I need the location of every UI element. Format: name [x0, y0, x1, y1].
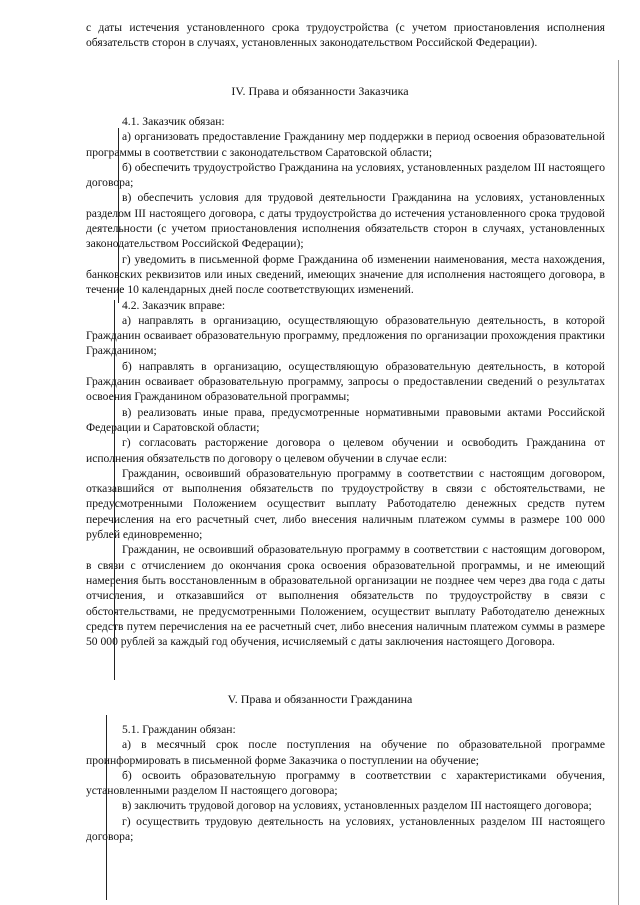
case-graduate: Гражданин, освоивший образовательную программу в соответствии с настоящим договором, отказавшийся от выполнения обязательств по трудоустройству в связи с обстоятельствами, не предусмотренными Положением осуществит выплату Работодателю денежных средств путем перечисления на его расчетный счет, либо внесения наличным платежом суммы в размере 100 000 рублей единовременно;	[86, 466, 605, 542]
clause-4-1-b: б) обеспечить трудоустройство Гражданина на условиях, установленных разделом III настоящего договора;	[86, 160, 605, 190]
clause-4-2: 4.2. Заказчик вправе:	[122, 298, 226, 312]
clause-4-1-a: а) организовать предоставление Гражданину мер поддержки в период освоения образовательной программы в соответствии с законодательством Саратовской области;	[86, 130, 605, 159]
clause-4-1: 4.1. Заказчик обязан:	[122, 115, 225, 128]
clause-4-2-g: г) согласовать расторжение договора о целевом обучении и освободить Гражданина от исполнения обязательств по договору о целевом обучении в случае если:	[86, 436, 605, 465]
clause-4-2-v: в) реализовать иные права, предусмотренные нормативными правовыми актами Российской Федерации и Саратовской области;	[86, 405, 605, 434]
clause-4-1-g: г) уведомить в письменной форме Гражданина об изменении наименования, места нахождения, банковских реквизитов или иных сведений, имеющих значение для исполнения настоящего договора, в течение 10 календарных дней после соответствующих изменений.	[86, 252, 605, 297]
clause-4-2-a: а) направлять в организацию, осуществляющую образовательную деятельность, в которой Гражданин осваивает образовательную программу, предложения по организации прохождения практики Гражданином;	[86, 313, 605, 358]
case-non-graduate: Гражданин, не освоивший образовательную программу в соответствии с настоящим договором, в связи с отчислением до окончания срока освоения образовательной программы, и не имеющий намерения быть восстановленным в образовательной организации не позднее чем через два года с даты отчисления, и отказавшийся от выполнения обязательств по трудоустройству в связи с обстоятельствами, не предусмотренными Положением, осуществит выплату Работодателю денежных средств путем перечисления на ее расчетный счет, либо внесения наличным платежом суммы в размере 50 000 рублей за каждый год обучения, исчисляемый с даты заключения настоящего Договора.	[86, 543, 605, 649]
clause-5-1-v: в) заключить трудовой договор на условиях, установленных разделом III настоящего договора;	[122, 799, 592, 813]
top-paragraph: с даты истечения установленного срока трудоустройства (с учетом приостановления исполнения обязательств сторон в случаях, установленных законодательством Российской Федерации).	[86, 21, 605, 50]
section-5-title: V. Права и обязанности Гражданина	[227, 692, 413, 706]
clause-5-1: 5.1. Гражданин обязан:	[122, 723, 236, 736]
clause-4-2-b: б) направлять в организацию, осуществляющую образовательную деятельность, в которой Гражданин осваивает образовательную программу, запросы о предоставлении сведений о результатах освоения Гражданином образовательной программы;	[86, 359, 605, 404]
clause-5-1-g: г) осуществить трудовую деятельность на условиях, установленных разделом III настоящего договора;	[86, 814, 605, 844]
clause-5-1-a: а) в месячный срок после поступления на обучение по образовательной программе проинформировать в письменной форме Заказчика о поступлении на обучение;	[86, 738, 605, 767]
section-5-body	[86, 722, 605, 844]
clause-5-1-b: б) освоить образовательную программу в соответствии с характеристиками обучения, установленными разделом II настоящего договора;	[86, 768, 605, 798]
section-4-body	[86, 114, 605, 649]
clause-4-1-v: в) обеспечить условия для трудовой деятельности Гражданина на условиях, установленных разделом III настоящего договора, с даты трудоустройства до истечения установленного срока трудовой деятельности (с учетом приостановления исполнения обязательств сторон в случаях, установленных законодательством Российской Федерации);	[86, 191, 605, 251]
section-4-title: IV. Права и обязанности Заказчика	[231, 84, 409, 98]
